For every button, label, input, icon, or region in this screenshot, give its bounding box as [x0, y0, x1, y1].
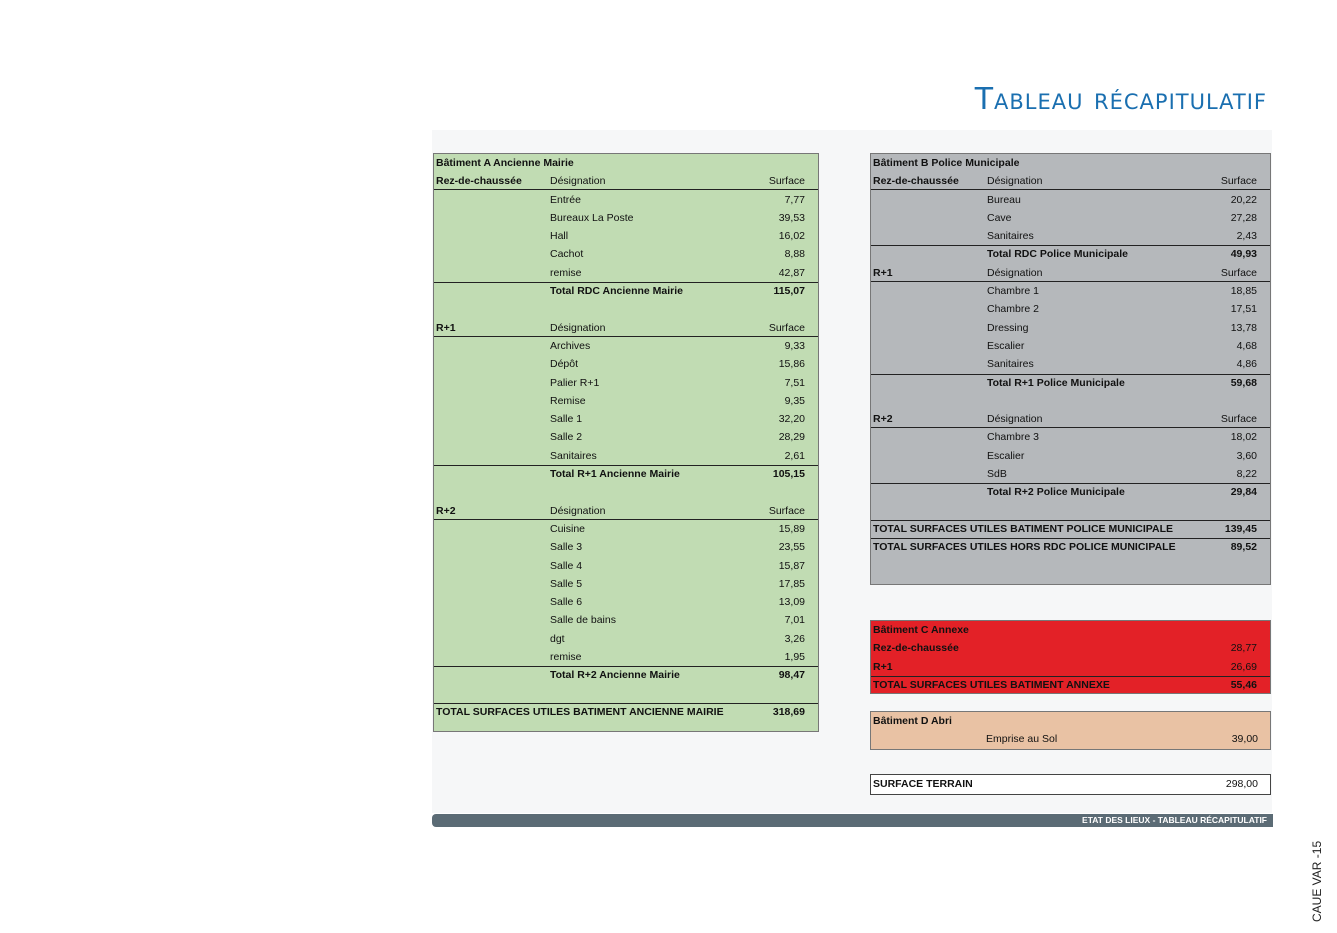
table-row	[434, 209, 818, 227]
column-header-designation: Désignation	[550, 175, 606, 188]
table-row	[434, 465, 818, 483]
level-label: R+1	[873, 660, 893, 673]
surface-value: 7,77	[784, 193, 805, 206]
room-name: SdB	[987, 468, 1007, 481]
divider	[871, 538, 1270, 539]
table-title: Bâtiment A Ancienne Mairie	[436, 157, 574, 169]
room-name: Entrée	[550, 193, 581, 206]
table-row	[434, 264, 818, 282]
footer-label: ETAT DES LIEUX - TABLEAU RÉCAPITULATIF	[1082, 815, 1267, 825]
table-row	[871, 191, 1270, 209]
surface-value: 29,84	[1230, 486, 1257, 499]
surface-value: 139,45	[1224, 522, 1257, 535]
divider	[434, 666, 818, 667]
divider	[871, 676, 1270, 677]
table-row	[434, 191, 818, 209]
surface-value: 105,15	[772, 468, 805, 481]
table-row	[871, 428, 1270, 446]
column-header-designation: Désignation	[987, 413, 1043, 426]
table-row: SURFACE TERRAIN 298,00	[873, 778, 1258, 790]
surface-value: 18,85	[1230, 285, 1257, 298]
room-name: remise	[550, 266, 582, 279]
level-label: TOTAL SURFACES UTILES BATIMENT ANCIENNE MAIRIE	[436, 705, 724, 718]
surface-value: 39,53	[778, 211, 805, 224]
room-name: Escalier	[987, 339, 1025, 352]
level-label: R+2	[873, 413, 893, 426]
column-header-surface: Surface	[1220, 266, 1257, 279]
footer-bar	[432, 814, 1273, 827]
surface-value: 28,77	[1230, 642, 1257, 655]
column-header-surface: Surface	[768, 175, 805, 188]
table-row	[434, 685, 818, 703]
table-row	[434, 575, 818, 593]
room-name: Cave	[987, 211, 1012, 224]
table-row	[871, 410, 1270, 428]
level-label: R+1	[873, 266, 893, 279]
table-row	[434, 428, 818, 446]
surface-value: 8,22	[1236, 468, 1257, 481]
surface-value: 9,35	[784, 394, 805, 407]
table-building-d	[870, 711, 1271, 750]
table-row	[434, 611, 818, 629]
surface-value: 17,51	[1230, 303, 1257, 316]
divider	[871, 374, 1270, 375]
room-name: Sanitaires	[550, 449, 597, 462]
surface-value: 18,02	[1230, 431, 1257, 444]
room-name: Remise	[550, 394, 586, 407]
column-header-surface: Surface	[1220, 413, 1257, 426]
room-name: Chambre 2	[987, 303, 1039, 316]
surface-value: 15,86	[778, 358, 805, 371]
table-row	[871, 227, 1270, 245]
surface-value: 8,88	[784, 248, 805, 261]
table-row	[871, 300, 1270, 318]
table-row	[871, 374, 1270, 392]
surface-value: 15,89	[778, 522, 805, 535]
divider	[434, 465, 818, 466]
room-name: Total R+2 Police Municipale	[987, 486, 1125, 499]
table-row	[434, 172, 818, 190]
column-header-designation: Désignation	[987, 266, 1043, 279]
surface-value: 1,95	[784, 651, 805, 664]
table-building-c	[870, 620, 1271, 694]
surface-value: 89,52	[1230, 541, 1257, 554]
table-row	[871, 520, 1270, 538]
table-row	[871, 337, 1270, 355]
room-name: Salle 2	[550, 431, 583, 444]
surface-value: 4,86	[1236, 358, 1257, 371]
room-name: Chambre 3	[987, 431, 1039, 444]
table-row	[434, 648, 818, 666]
level-label: Rez-de-chaussée	[873, 642, 959, 655]
room-name: Archives	[550, 339, 591, 352]
room-name: Sanitaires	[987, 230, 1034, 243]
room-name: Hall	[550, 230, 569, 243]
table-row	[434, 300, 818, 318]
surface-value: 17,85	[778, 577, 805, 590]
table-row	[871, 392, 1270, 410]
surface-value: 15,87	[778, 559, 805, 572]
table-row	[434, 392, 818, 410]
room-name: Salle 1	[550, 413, 583, 426]
surface-value: 7,51	[784, 376, 805, 389]
table-row	[871, 502, 1270, 520]
table-building-b	[870, 153, 1271, 585]
level-label: R+2	[436, 504, 456, 517]
surface-value: 23,55	[778, 541, 805, 554]
room-name: Sanitaires	[987, 358, 1034, 371]
surface-value: 2,43	[1236, 230, 1257, 243]
room-name: Bureaux La Poste	[550, 211, 634, 224]
room-name: Salle 5	[550, 577, 583, 590]
table-row	[871, 465, 1270, 483]
table-row	[434, 483, 818, 501]
table-row: Emprise au Sol 39,00	[986, 733, 1258, 746]
room-name: Dépôt	[550, 358, 579, 371]
room-name: Total RDC Ancienne Mairie	[550, 285, 684, 298]
table-row	[434, 355, 818, 373]
room-name: Total RDC Police Municipale	[987, 248, 1128, 261]
surface-value: 16,02	[778, 230, 805, 243]
surface-value: 27,28	[1230, 211, 1257, 224]
room-name: Salle 3	[550, 541, 583, 554]
surface-value: 4,68	[1236, 339, 1257, 352]
column-header-surface: Surface	[1220, 175, 1257, 188]
table-row	[434, 630, 818, 648]
room-name: Salle 4	[550, 559, 583, 572]
divider	[871, 483, 1270, 484]
room-name: Total R+1 Police Municipale	[987, 376, 1125, 389]
table-row	[871, 483, 1270, 501]
table-title: Bâtiment D Abri	[873, 715, 952, 727]
surface-value: 13,09	[778, 596, 805, 609]
table-row	[434, 538, 818, 556]
surface-value: 2,61	[784, 449, 805, 462]
surface-value: 9,33	[784, 339, 805, 352]
room-name: Total R+2 Ancienne Mairie	[550, 669, 680, 682]
room-name: Escalier	[987, 449, 1025, 462]
table-row	[434, 282, 818, 300]
level-label: TOTAL SURFACES UTILES HORS RDC POLICE MUNICIPALE	[873, 541, 1176, 554]
level-label: TOTAL SURFACES UTILES BATIMENT POLICE MUNICIPALE	[873, 522, 1174, 535]
table-row	[871, 676, 1270, 694]
table-row	[871, 355, 1270, 373]
room-name: remise	[550, 651, 582, 664]
room-name: Salle de bains	[550, 614, 616, 627]
table-row	[434, 319, 818, 337]
level-label: Rez-de-chaussée	[436, 175, 522, 188]
column-header-designation: Désignation	[550, 504, 606, 517]
surface-value: 26,69	[1230, 660, 1257, 673]
room-name: Chambre 1	[987, 285, 1039, 298]
table-row	[871, 658, 1270, 676]
table-row	[871, 319, 1270, 337]
surface-value: 7,01	[784, 614, 805, 627]
table-row	[871, 209, 1270, 227]
divider	[434, 703, 818, 704]
table-row	[434, 703, 818, 721]
table-row	[871, 538, 1270, 556]
surface-value: 98,47	[778, 669, 805, 682]
table-row	[434, 502, 818, 520]
room-name: Dressing	[987, 321, 1029, 334]
surface-value: 32,20	[778, 413, 805, 426]
table-building-a	[433, 153, 819, 732]
page-title: Tableau récapitulatif	[974, 82, 1267, 117]
room-name: Total R+1 Ancienne Mairie	[550, 468, 680, 481]
level-label: Rez-de-chaussée	[873, 175, 959, 188]
table-row	[434, 557, 818, 575]
table-row	[871, 282, 1270, 300]
table-row	[434, 410, 818, 428]
surface-value: 20,22	[1230, 193, 1257, 206]
surface-value: 28,29	[778, 431, 805, 444]
divider	[434, 282, 818, 283]
room-name: Palier R+1	[550, 376, 600, 389]
surface-value: 318,69	[772, 705, 805, 718]
surface-value: 115,07	[773, 285, 805, 298]
divider	[871, 245, 1270, 246]
table-row	[434, 227, 818, 245]
room-name: Salle 6	[550, 596, 583, 609]
table-row	[871, 639, 1270, 657]
table-row	[871, 245, 1270, 263]
surface-value: 55,46	[1230, 678, 1257, 691]
room-name: Cuisine	[550, 522, 586, 535]
column-header-designation: Désignation	[550, 321, 606, 334]
surface-value: 42,87	[778, 266, 805, 279]
divider	[871, 520, 1270, 521]
table-title: Bâtiment B Police Municipale	[873, 157, 1020, 169]
table-row	[434, 245, 818, 263]
page-number: CAUE VAR -15	[1310, 840, 1324, 922]
table-row	[871, 447, 1270, 465]
table-terrain	[870, 774, 1271, 795]
table-row	[434, 666, 818, 684]
surface-value: 49,93	[1230, 248, 1257, 261]
surface-value: 3,26	[784, 632, 805, 645]
table-title: Bâtiment C Annexe	[873, 624, 969, 636]
table-row	[434, 337, 818, 355]
room-name: Cachot	[550, 248, 584, 261]
level-label: TOTAL SURFACES UTILES BATIMENT ANNEXE	[873, 678, 1110, 691]
surface-value: 3,60	[1236, 449, 1257, 462]
table-row	[871, 172, 1270, 190]
table-row	[871, 264, 1270, 282]
room-name: dgt	[550, 632, 565, 645]
surface-value: 59,68	[1230, 376, 1257, 389]
surface-value: 13,78	[1230, 321, 1257, 334]
room-name: Bureau	[987, 193, 1021, 206]
table-row	[434, 593, 818, 611]
column-header-surface: Surface	[768, 504, 805, 517]
table-row	[434, 374, 818, 392]
column-header-designation: Désignation	[987, 175, 1043, 188]
level-label: R+1	[436, 321, 456, 334]
table-row	[434, 447, 818, 465]
table-row	[434, 520, 818, 538]
column-header-surface: Surface	[768, 321, 805, 334]
